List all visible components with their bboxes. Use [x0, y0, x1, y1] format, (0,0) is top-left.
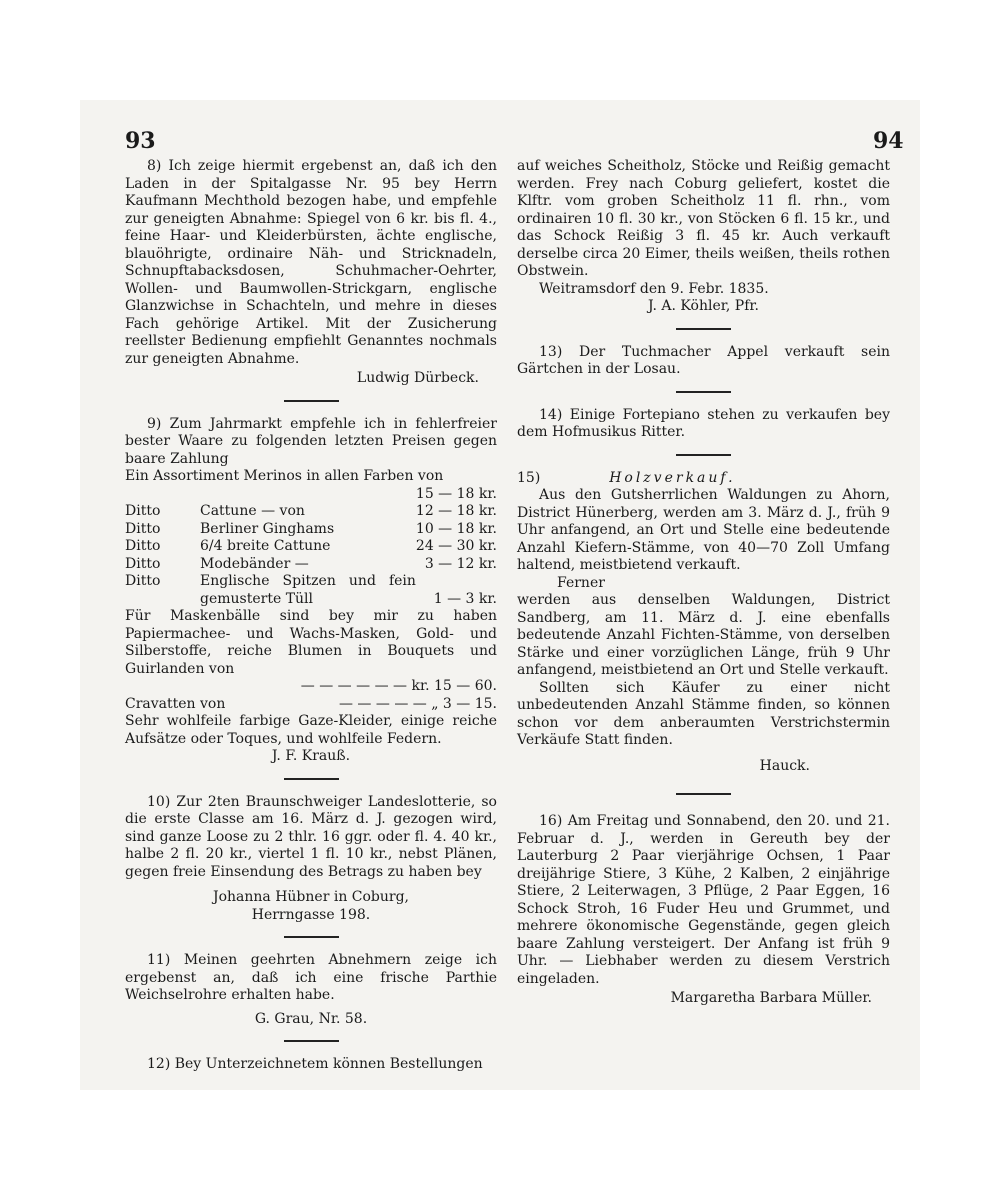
ad-15-para-1: Aus den Gutsherrlichen Waldungen zu Ahorn, District Hünerberg, werden am 3. März d. J., früh 9 Uhr anfangend, an Ort und Stelle eine bedeutende Anzahl Kiefern-Stämme, von 40—70 Zoll Umfang haltend, meistbietend verkauft. — [517, 487, 890, 573]
ad-11-text: 11) Meinen geehrten Abnehmern zeige ich ergebenst an, daß ich eine frische Parthie Weichselrohre erhalten habe. — [125, 952, 497, 1003]
ad-9-first-item: Ein Assortiment Merinos in allen Farben von — [125, 468, 444, 484]
ad-12-continued: auf weiches Scheitholz, Stöcke und Reißig gemacht werden. Frey nach Coburg geliefert, kostet die Klftr. vom groben Scheitholz 11 fl. rhn., vom ordinairen 10 fl. 30 kr., von Stöcken 6 fl. 15 kr., und das Schock Reißig 3 fl. 45 kr. Auch verkauft derselbe circa 20 Eimer, theils weißen, theils rothen Obstwein. — [517, 158, 890, 279]
divider — [676, 793, 731, 795]
ad-9-cravatten: Cravatten von — [125, 695, 226, 712]
ad-10-signature-name: Johanna Hübner in Coburg, — [212, 889, 410, 905]
ad-10-signature-address: Herrngasse 198. — [251, 906, 371, 923]
ad-12-text: 12) Bey Unterzeichnetem können Bestellungen — [147, 1056, 483, 1072]
page-number-left: 93 — [125, 128, 156, 154]
divider — [676, 328, 731, 330]
divider — [676, 391, 731, 393]
price-item: Cattune — von — [200, 503, 305, 519]
price-row — [125, 538, 497, 556]
price-row — [125, 556, 497, 574]
ad-9-masken-price: — — — — — — kr. 15 — 60. — [300, 678, 497, 694]
ad-9-masken: Für Maskenbälle sind bey mir zu haben Papiermachee- und Wachs-Masken, Gold- und Silberstoffe, reiche Blumen in Bouquets und Guirlanden von — [125, 608, 497, 677]
price-item: Berliner Ginghams — [200, 520, 335, 537]
price-row — [125, 521, 497, 539]
price-item: Modebänder — — [200, 555, 309, 572]
ad-12-signature: J. A. Köhler, Pfr. — [648, 298, 759, 314]
ditto-label: Ditto — [125, 520, 161, 537]
ad-15-heading-line — [517, 470, 890, 488]
ad-9-signature: J. F. Krauß. — [271, 748, 351, 764]
price-value: 10 — 18 kr. — [415, 520, 497, 537]
ad-9-intro: 9) Zum Jahrmarkt empfehle ich in fehlerfreier bester Waare zu folgenden letzten Preisen gegen baare Zahlung — [125, 415, 497, 467]
price-value: 1 — 3 kr. — [433, 590, 497, 607]
ditto-label: Ditto — [125, 573, 161, 589]
left-column — [125, 158, 497, 1074]
ad-9-cravatten-price: — — — — — „ 3 — 15. — [338, 695, 497, 712]
price-row — [125, 503, 497, 521]
divider — [284, 1040, 339, 1042]
price-row — [125, 573, 497, 608]
ad-16-text: 16) Am Freitag und Sonnabend, den 20. und 21. Februar d. J., werden in Gereuth bey der Lauterburg 2 Paar vierjährige Ochsen, 1 Paar dreijährige Stiere, 3 Kühe, 2 Kalben, 2 einjährige Stiere, 2 Leiterwagen, 3 Pflüge, 2 Paar Eggen, 16 Schock Stroh, 16 Fuder Heu und Grummet, und mehrere ökonomische Gegenstände, gegen gleich baare Zahlung versteigert. Der Anfang ist früh 9 Uhr. — Liebhaber werden zu diesem Verstrich eingeladen. — [517, 813, 890, 987]
price-item: Englische Spitzen und fein gemusterte Tüll — [200, 573, 416, 607]
ad-13-text: 13) Der Tuchmacher Appel verkauft sein Gärtchen in der Losau. — [517, 343, 890, 377]
ditto-label: Ditto — [125, 538, 161, 554]
ad-9-kleider: Sehr wohlfeile farbige Gaze-Kleider, einige reiche Aufsätze oder Toques, und wohlfeile Federn. — [125, 713, 497, 747]
ad-16-signature: Margaretha Barbara Müller. — [670, 990, 872, 1006]
divider — [284, 778, 339, 780]
price-value: 3 — 12 kr. — [424, 555, 497, 572]
ditto-label: Ditto — [125, 555, 161, 572]
ad-10-text: 10) Zur 2ten Braunschweiger Landeslotterie, so die erste Classe am 16. März d. J. gezogen wird, sind ganze Loose zu 2 thlr. 16 ggr. oder fl. 4. 40 kr., halbe 2 fl. 20 kr., viertel 1 fl. 10 kr., nebst Plänen, gegen freie Einsendung des Betrags zu haben bey — [125, 793, 497, 880]
price-item: 6/4 breite Cattune — [200, 538, 331, 554]
ad-15-heading: Holzverkauf. — [609, 469, 736, 486]
ad-14-text: 14) Einige Fortepiano stehen zu verkaufen bey dem Hofmusikus Ritter. — [517, 406, 890, 440]
ad-15-number: 15) — [517, 469, 541, 486]
price-value: 24 — 30 kr. — [415, 538, 497, 554]
right-column — [517, 158, 890, 1008]
ad-12-place-date: Weitramsdorf den 9. Febr. 1835. — [539, 280, 769, 297]
ad-8-signature: Ludwig Dürbeck. — [356, 370, 479, 386]
ad-15-para-2: werden aus denselben Waldungen, District Sandberg, am 11. März d. J. eine ebenfalls bedeutende Anzahl Fichten-Stämme, von derselben Stärke und einer vorzüglichen Länge, früh 9 Uhr anfangend, meistbietend an Ort und Stelle verkauft. — [517, 592, 890, 678]
ad-15-ferner: Ferner — [557, 574, 605, 591]
ad-9-first-price: 15 — 18 kr. — [415, 485, 497, 502]
ad-11-signature: G. Grau, Nr. 58. — [254, 1010, 368, 1027]
ad-15-signature: Hauck. — [759, 757, 810, 774]
ad-8-text: 8) Ich zeige hiermit ergebenst an, daß ich den Laden in der Spitalgasse Nr. 95 bey Herrn Kaufmann Mechthold bezogen habe, und empfehle zur geneigten Abnahme: Spiegel von 6 kr. bis fl. 4., feine Haar- und Kleiderbürsten, ächte englische, blauöhrigte, ordinaire Näh- und Stricknadeln, Schnupftabacksdosen, Schuhmacher-Oehrter, Wollen- und Baumwollen-Strickgarn, englische Glanzwichse in Schachteln, und mehre in dieses Fach gehörige Artikel. Mit der Zusicherung reellster Bedienung empfiehlt Genanntes nochmals zur geneigten Abnahme. — [125, 158, 497, 367]
divider — [284, 936, 339, 938]
price-value: 12 — 18 kr. — [415, 503, 497, 519]
page-number-right: 94 — [873, 128, 904, 154]
ad-15-para-3: Sollten sich Käufer zu einer nicht unbedeutenden Anzahl Stämme finden, so können schon vor dem anberaumten Verstrichstermin Verkäufe Statt finden. — [517, 679, 890, 748]
ditto-label: Ditto — [125, 503, 161, 519]
divider — [676, 454, 731, 456]
ad-9-cravatten-row — [125, 696, 497, 714]
divider — [284, 400, 339, 402]
ad-9-price-list — [125, 503, 497, 608]
